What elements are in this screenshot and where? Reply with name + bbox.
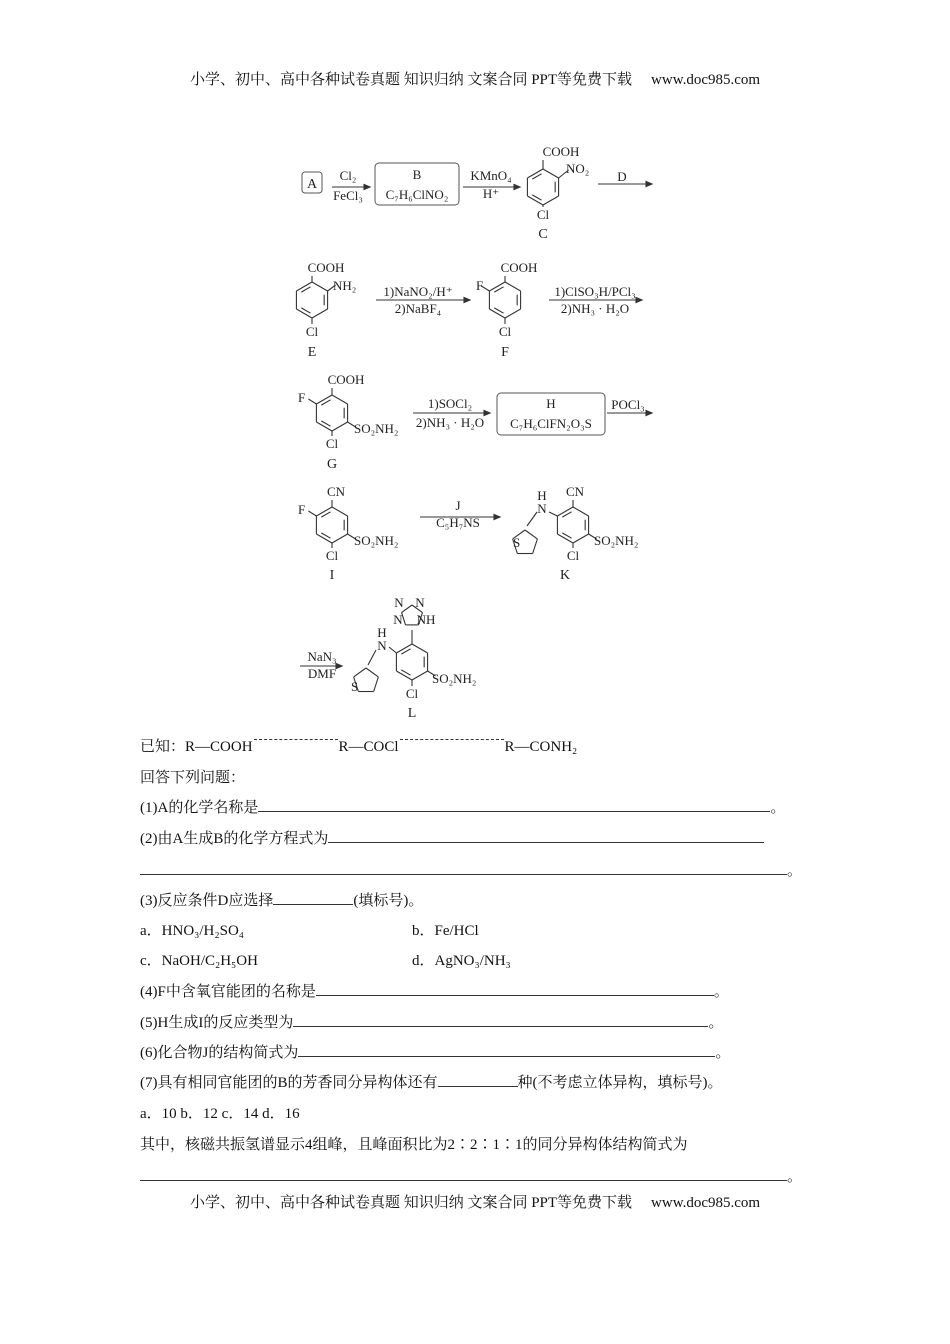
- question-3: [140, 889, 423, 910]
- ring-bond: [316, 395, 332, 404]
- group: COOH: [327, 372, 365, 387]
- ring-bond: [573, 534, 589, 543]
- known-step: R—COCl: [338, 739, 399, 755]
- answer-blank[interactable]: [140, 1166, 787, 1181]
- reagent: FeCl₃: [333, 188, 363, 203]
- group: NH₂: [333, 278, 357, 293]
- ring-bond: [332, 507, 348, 516]
- arrowhead: [646, 411, 652, 416]
- q-text: (6)化合物J的结构简式为: [140, 1045, 299, 1061]
- reagent: 1)SOCl₂: [427, 396, 473, 411]
- footer-site: www.doc985.com: [651, 1195, 761, 1211]
- period: 。: [770, 800, 786, 816]
- question-6: [140, 1041, 730, 1062]
- group: SO₂NH₂: [354, 421, 399, 436]
- group: COOH: [500, 260, 538, 275]
- footer-text: 小学、初中、高中各种试卷真题 知识归纳 文案合同 PPT等免费下载: [189, 1195, 633, 1211]
- arrowhead: [464, 298, 470, 303]
- arrowhead: [484, 411, 490, 416]
- group: SO₂NH₂: [354, 533, 399, 548]
- question-4: [140, 980, 729, 1001]
- known-step: R—CONH₂: [504, 739, 578, 755]
- question-7-text: 其中，核磁共振氢谱显示4组峰，且峰面积比为2∶2∶1∶1的同分异构体结构简式为: [140, 1137, 688, 1153]
- period: 。: [708, 1015, 724, 1031]
- compound-h-formula: C₇H₆ClFN₂O₃S: [510, 416, 592, 431]
- reagent: NaN₃: [307, 649, 337, 664]
- group: F: [298, 502, 306, 517]
- answer-blank[interactable]: [293, 1012, 708, 1027]
- answer-blank[interactable]: [316, 981, 714, 996]
- header-site: www.doc985.com: [651, 72, 761, 88]
- group: SO₂NH₂: [594, 533, 639, 548]
- q-text: (1)A的化学名称是: [140, 800, 259, 816]
- arrowhead: [494, 515, 500, 520]
- group: N: [415, 595, 425, 610]
- group: NO₂: [566, 161, 590, 176]
- bond: [549, 512, 557, 516]
- reagent: KMnO₄: [470, 168, 512, 183]
- compound-i-label: I: [329, 568, 335, 583]
- group: Cl: [325, 436, 339, 451]
- bond: [389, 647, 396, 653]
- reagent: C₅H₇NS: [436, 515, 480, 530]
- ring-bond: [527, 196, 543, 205]
- period: 。: [713, 984, 729, 1000]
- ring-bond: [296, 309, 312, 318]
- ring-bond: [489, 282, 505, 291]
- ring-bond: [573, 507, 589, 516]
- known-reaction: [140, 735, 577, 757]
- bond: [308, 511, 316, 516]
- reagent: 1)NaNO₂/H⁺: [383, 284, 453, 299]
- group: SO₂NH₂: [432, 671, 477, 686]
- group: Cl: [566, 548, 580, 563]
- group: NH: [416, 612, 436, 627]
- ring-bond: [489, 309, 505, 318]
- compound-b-label: B: [412, 167, 422, 182]
- ring-bond: [312, 282, 328, 291]
- group: Cl: [536, 207, 550, 222]
- ring-bond: [543, 169, 559, 178]
- reagent: 2)NaBF₄: [394, 301, 442, 316]
- dashed-arrow: [400, 739, 504, 757]
- ring-bond: [396, 671, 412, 680]
- group: F: [298, 390, 306, 405]
- reagent: POCl₃: [611, 397, 645, 412]
- ring-bond: [396, 644, 412, 653]
- compound-c-label: C: [538, 227, 548, 242]
- reagent: Cl₂: [339, 168, 357, 183]
- group: N: [537, 501, 547, 516]
- ring-bond: [505, 309, 521, 318]
- question-2: [140, 827, 764, 848]
- intro-text: 回答下列问题：: [140, 770, 246, 786]
- group: N: [377, 638, 387, 653]
- option-b: b．Fe/HCl: [412, 923, 479, 939]
- reagent: H⁺: [482, 186, 500, 201]
- reagent: DMF: [307, 666, 337, 681]
- group: CN: [326, 484, 346, 499]
- group: Cl: [405, 686, 419, 701]
- period: 。: [787, 1169, 803, 1185]
- ring-bond: [527, 169, 543, 178]
- answer-blank[interactable]: [438, 1072, 518, 1087]
- group: Cl: [498, 324, 512, 339]
- ring-bond: [557, 534, 573, 543]
- group: F: [476, 278, 484, 293]
- compound-a: A: [306, 177, 318, 192]
- group: COOH: [307, 260, 345, 275]
- arrowhead: [514, 185, 520, 190]
- question-7-blank: [140, 1165, 802, 1186]
- arrowhead: [364, 185, 370, 190]
- ring-bond: [505, 282, 521, 291]
- dashed-arrow: [254, 739, 338, 757]
- group: S: [351, 679, 359, 694]
- thiophene-bond: [525, 530, 537, 539]
- ring-bond: [316, 507, 332, 516]
- bond: [308, 399, 316, 404]
- answer-blank[interactable]: [328, 828, 764, 843]
- arrowhead: [636, 298, 642, 303]
- q-text: (3)反应条件D应选择: [140, 893, 274, 909]
- reagent: J: [455, 498, 461, 513]
- answer-blank[interactable]: [258, 797, 770, 812]
- ring-bond: [332, 422, 348, 431]
- period: 。: [787, 863, 803, 879]
- question-7-options: a．10 b．12 c．14 d．16: [140, 1106, 300, 1122]
- question-7: [140, 1071, 723, 1092]
- compound-f-label: F: [501, 345, 509, 360]
- q-text: (7)具有相同官能团的B的芳香同分异构体还有: [140, 1075, 438, 1091]
- option-d: d．AgNO₃/NH₃: [412, 953, 511, 969]
- q-text: (5)H生成I的反应类型为: [140, 1015, 294, 1031]
- group: H: [537, 488, 547, 503]
- bond: [527, 512, 537, 526]
- arrowhead: [336, 664, 342, 669]
- group: Cl: [325, 548, 339, 563]
- compound-b-formula: C₇H₆ClNO₂: [385, 187, 449, 202]
- group: COOH: [542, 144, 580, 159]
- answer-blank[interactable]: [140, 860, 787, 875]
- answer-blank[interactable]: [298, 1042, 715, 1057]
- known-prefix: 已知：: [140, 739, 186, 755]
- compound-e-label: E: [307, 345, 317, 360]
- page-footer: [0, 1191, 950, 1212]
- group: Cl: [305, 324, 319, 339]
- q-text: 种(不考虑立体异构，填标号)。: [517, 1075, 723, 1091]
- known-step: R—COOH: [185, 739, 253, 755]
- ring-bond: [296, 282, 312, 291]
- question-2-cont: [140, 859, 802, 880]
- thiophene-bond: [354, 668, 366, 677]
- question-5: [140, 1011, 723, 1032]
- option-a: a．HNO₃/H₂SO₄: [140, 923, 245, 939]
- ring-bond: [332, 534, 348, 543]
- group: N: [394, 595, 404, 610]
- ring-bond: [312, 309, 328, 318]
- q-text: (2)由A生成B的化学方程式为: [140, 831, 329, 847]
- compound-k-label: K: [559, 568, 571, 583]
- group: H: [377, 625, 387, 640]
- option-c: c．NaOH/C₂H₅OH: [140, 953, 258, 969]
- ring-bond: [316, 422, 332, 431]
- arrowhead: [646, 182, 652, 187]
- header-text: 小学、初中、高中各种试卷真题 知识归纳 文案合同 PPT等免费下载: [189, 72, 633, 88]
- answer-blank[interactable]: [273, 890, 353, 905]
- reagent-d: D: [617, 169, 627, 184]
- compound-l-label: L: [407, 706, 417, 721]
- ring-bond: [557, 507, 573, 516]
- reagent: 1)ClSO₃H/PCl₃: [554, 284, 636, 299]
- group: CN: [565, 484, 585, 499]
- reagent: 2)NH₃ · H₂O: [560, 301, 630, 316]
- thiophene-bond: [366, 668, 378, 677]
- period: 。: [715, 1045, 731, 1061]
- group: N: [393, 612, 403, 627]
- q-text: (4)F中含氧官能团的名称是: [140, 984, 316, 1000]
- compound-g-label: G: [326, 457, 338, 472]
- reagent: 2)NH₃ · H₂O: [415, 415, 485, 430]
- group: S: [513, 535, 521, 550]
- thiophene-bond: [533, 539, 538, 554]
- ring-bond: [412, 671, 428, 680]
- q-text: (填标号)。: [353, 893, 424, 909]
- ring-bond: [543, 196, 559, 205]
- bond: [368, 650, 376, 665]
- compound-h-label: H: [546, 396, 556, 411]
- ring-bond: [332, 395, 348, 404]
- ring-bond: [412, 644, 428, 653]
- thiophene-bond: [374, 677, 379, 692]
- ring-bond: [316, 534, 332, 543]
- question-1: [140, 796, 785, 817]
